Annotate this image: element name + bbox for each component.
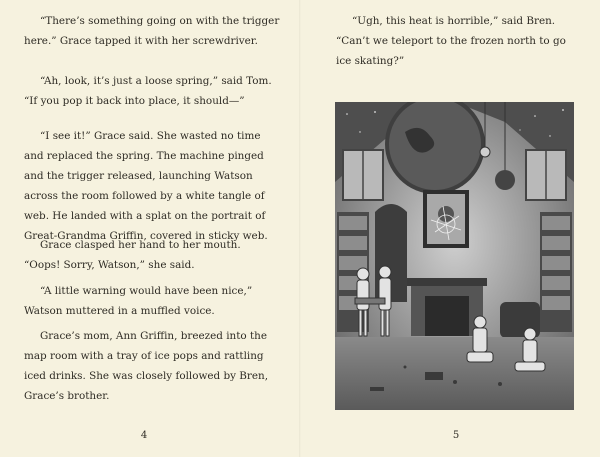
paragraph-1: “There’s something going on with the trigger here.” Grace tapped it with her screwdriver. [24,15,280,47]
paragraph-7: “Ugh, this heat is horrible,” said Bren. “Can’t we teleport to the frozen north to go ice skating?” [336,15,566,67]
illustration-map-room [335,102,574,410]
paragraph-5: “A little warning would have been nice,” Watson muttered in a muffled voice. [24,285,253,317]
paragraph-6: Grace’s mom, Ann Griffin, breezed into the map room with a tray of ice pops and rattling iced drinks. She was closely followed by Bren, Grace’s brother. [24,330,269,402]
right-page [300,0,600,457]
page-number-left: 4 [140,430,148,441]
paragraph-2: “Ah, look, it’s just a loose spring,” said Tom. “If you pop it back into place, it should—” [24,75,272,107]
paragraph-3: “I see it!” Grace said. She wasted no time and replaced the spring. The machine pinged and the trigger released, launching Watson across the room followed by a white tangle of web. He landed with a splat on the portrait of Great-Grandma Griffin, covered in sticky web. [24,130,268,242]
page-number-right: 5 [452,430,460,441]
paragraph-4: Grace clasped her hand to her mouth. “Oops! Sorry, Watson,” she said. [24,239,241,271]
